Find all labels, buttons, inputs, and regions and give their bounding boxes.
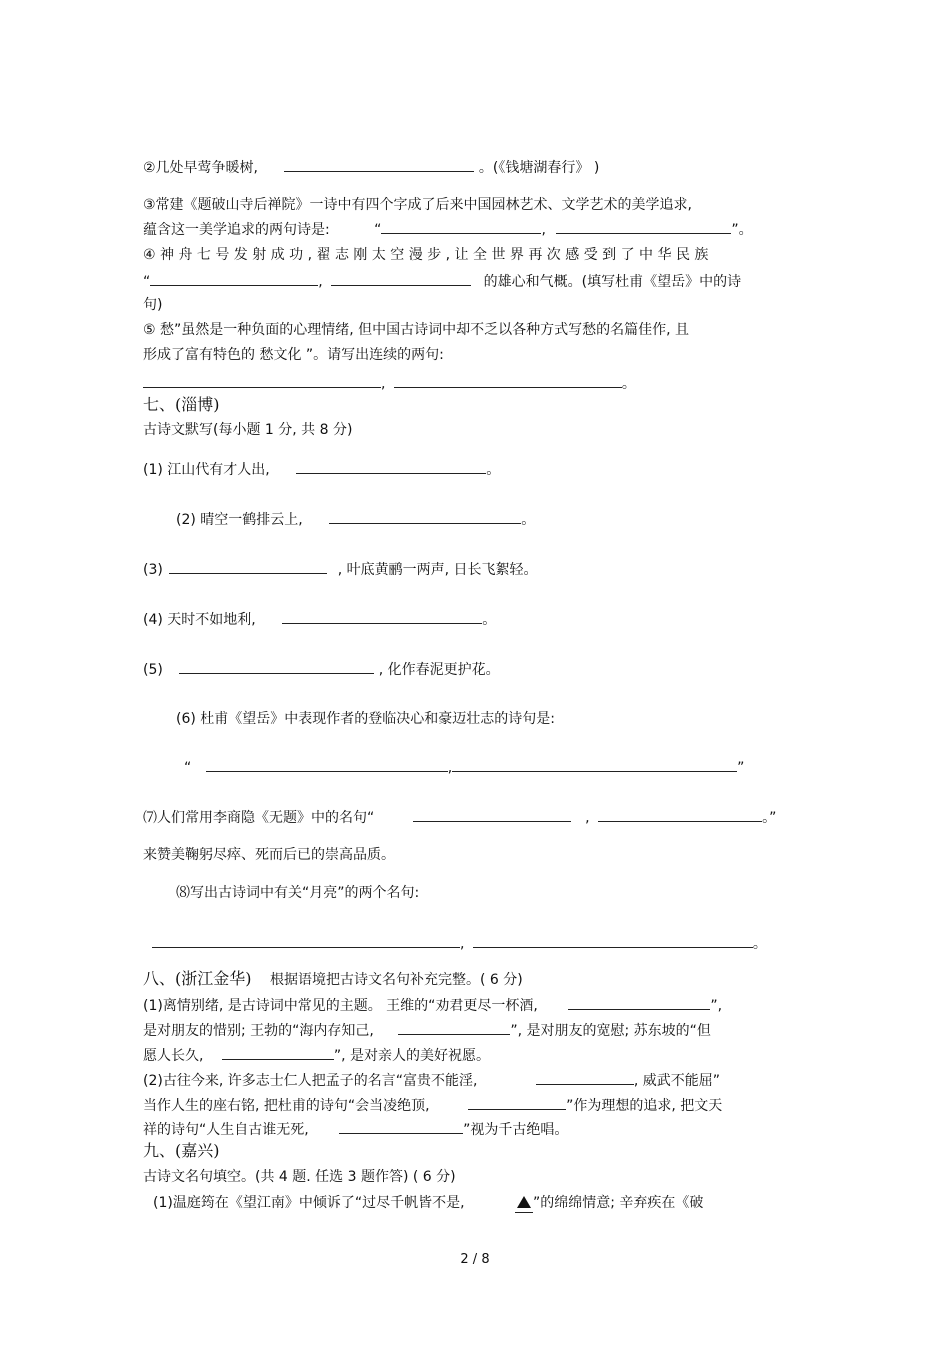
q8-p2-line1: (2)古往今来, 许多志士仁人把孟子的名言“富贵不能淫, , 威武不能屈” [143, 1073, 721, 1089]
q7-item-3: (3) , 叶底黄鹂一两声, 日长飞絮轻。 [143, 562, 538, 578]
q8-p2-line2: 当作人生的座右铭, 把杜甫的诗句“会当凌绝顶, ”作为理想的追求, 把文天 [143, 1098, 723, 1114]
q9-item-1: (1)温庭筠在《望江南》中倾诉了“过尽千帆皆不是, ”的绵绵情意; 辛弃疾在《破 [153, 1195, 704, 1211]
q7-item-5: (5) , 化作春泥更护花。 [143, 662, 500, 678]
q7-item-6-answer: “ , ” [184, 760, 745, 776]
answer-blank[interactable] [381, 220, 541, 234]
answer-blank[interactable] [143, 374, 381, 388]
q6-item-5-line1: ⑤ 愁”虽然是一种负面的心理情绪, 但中国古诗词中却不乏以各种方式写愁的名篇佳作, 且 [143, 322, 690, 338]
q7-intro: 古诗文默写(每小题 1 分, 共 8 分) [143, 422, 353, 438]
q8-p2-line3: 祥的诗句“人生自古谁无死, ”视为千古绝唱。 [143, 1122, 569, 1138]
q7-item-7-line2: 来赞美鞠躬尽瘁、死而后已的崇高品质。 [143, 847, 395, 863]
answer-blank[interactable] [206, 758, 448, 772]
q6-item-3-line2: 蕴含这一美学追求的两句诗是: “ , ”。 [143, 222, 753, 238]
answer-blank[interactable] [331, 272, 471, 286]
answer-blank[interactable] [536, 1071, 634, 1085]
q8-heading: 八、(浙江金华) [143, 969, 252, 988]
answer-blank[interactable] [468, 1096, 566, 1110]
answer-blank[interactable] [598, 808, 762, 822]
page-number: 2 / 8 [460, 1252, 490, 1267]
q7-item-6: (6) 杜甫《望岳》中表现作者的登临决心和豪迈壮志的诗句是: [176, 711, 555, 727]
q8-p1-line2: 是对朋友的惜别; 王勃的“海内存知己, ”, 是对朋友的宽慰; 苏东坡的“但 [143, 1023, 711, 1039]
q8-p1-line1: (1)离情别绪, 是古诗词中常见的主题。 王维的“劝君更尽一杯酒, ”, [143, 998, 723, 1014]
answer-blank[interactable] [282, 610, 482, 624]
q7-item-8-answer: , 。 [152, 934, 767, 953]
q6-item-5-answer: , 。 [143, 374, 636, 393]
answer-blank[interactable] [413, 808, 571, 822]
q6-item-5-line2: 形成了富有特色的 愁文化 ”。请写出连续的两句: [143, 347, 444, 363]
q6-item-4-line2: “ , 的雄心和气概。(填写杜甫《望岳》中的诗 [143, 274, 742, 290]
answer-blank[interactable] [452, 758, 737, 772]
answer-blank[interactable] [222, 1046, 334, 1060]
answer-blank[interactable] [169, 560, 327, 574]
q7-item-7: ⑺人们常用李商隐《无题》中的名句“ , 。” [143, 810, 777, 826]
answer-blank[interactable] [152, 934, 460, 948]
q7-item-1: (1) 江山代有才人出, 。 [143, 462, 501, 478]
answer-blank[interactable] [394, 374, 622, 388]
answer-blank[interactable] [473, 934, 753, 948]
q9-intro: 古诗文名句填空。(共 4 题. 任选 3 题作答) ( 6 分) [143, 1169, 456, 1185]
triangle-icon [517, 1196, 531, 1208]
answer-blank[interactable] [556, 220, 731, 234]
q7-item-4: (4) 天时不如地利, 。 [143, 612, 497, 628]
q7-heading: 七、(淄博) [143, 395, 220, 414]
answer-blank[interactable] [150, 272, 318, 286]
answer-blank[interactable] [179, 660, 374, 674]
q9-heading: 九、(嘉兴) [143, 1141, 220, 1160]
answer-blank[interactable] [296, 460, 486, 474]
answer-blank[interactable] [284, 158, 474, 172]
q7-item-2: (2) 晴空一鹤排云上, 。 [176, 512, 536, 528]
q8-p1-line3: 愿人长久, ”, 是对亲人的美好祝愿。 [143, 1048, 491, 1064]
answer-blank[interactable] [568, 996, 710, 1010]
answer-blank[interactable] [329, 510, 521, 524]
q6-item-4-line1: ④ 神 舟 七 号 发 射 成 功 , 翟 志 刚 太 空 漫 步 , 让 全 世 界 再 次 感 受 到 了 中 华 民 族 [143, 247, 709, 263]
q6-item-3-line1: ③常建《题破山寺后禅院》一诗中有四个字成了后来中国园林艺术、文学艺术的美学追求, [143, 197, 692, 213]
q7-item-8: ⑻写出古诗词中有关“月亮”的两个名句: [176, 885, 420, 901]
answer-blank[interactable] [339, 1120, 463, 1134]
q8-heading-line: 八、(浙江金华) 根据语境把古诗文名句补充完整。( 6 分) [143, 969, 523, 988]
q6-item-2: ②几处早莺争暖树, 。(《钱塘湖春行》 ) [143, 160, 600, 176]
answer-blank[interactable] [515, 1194, 533, 1213]
answer-blank[interactable] [398, 1021, 510, 1035]
q6-item-4-line3: 句) [143, 297, 163, 313]
